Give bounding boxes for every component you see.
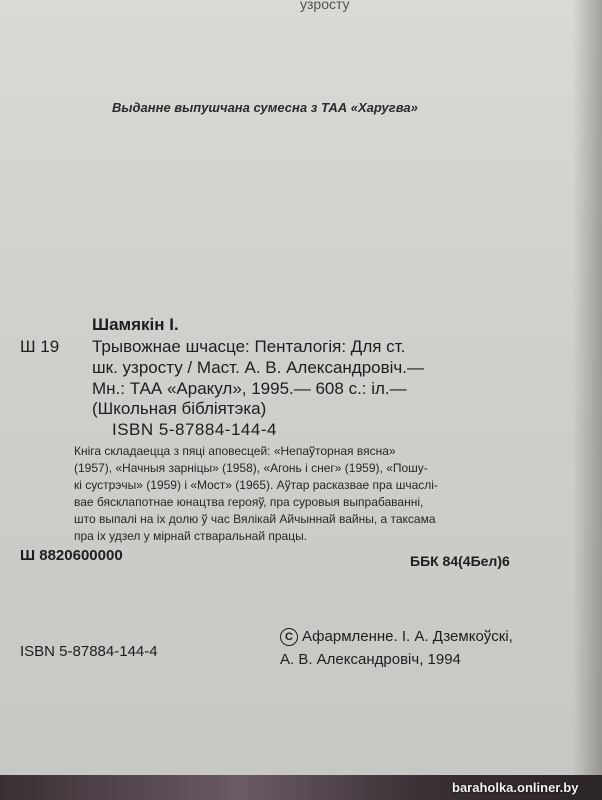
top-text-fragment: узросту — [300, 0, 350, 12]
catalog-author: Шамякін І. — [92, 315, 179, 334]
abstract-line: кі сустрэчы» (1959) і «Мост» (1965). Аўтар расказвае пра шчаслі- — [74, 478, 438, 492]
abstract-line: Кніга складаецца з пяці аповесцей: «Непаўторная вясна» — [74, 444, 396, 458]
abstract-line: што выпалі на іх долю ў час Вялікай Айчыннай вайны, а таксама — [74, 512, 436, 526]
design-credit-line-2: А. В. Александровіч, 1994 — [280, 651, 461, 668]
design-credit-text: Афармленне. І. А. Дземкоўскі, — [302, 628, 513, 645]
abstract-line: пра іх удзел у мірнай стваральнай працы. — [74, 529, 308, 543]
design-credit-line-1 — [280, 628, 513, 646]
catalog-line: Мн.: ТАА «Аракул», 1995.— 608 с.: іл.— — [92, 379, 407, 398]
sh-classification-code: Ш 8820600000 — [20, 547, 123, 564]
catalog-code: Ш 19 — [20, 337, 60, 356]
abstract-line: вае бясклапотнае юнацтва герояў, пра суровыя выпрабаванні, — [74, 495, 424, 509]
abstract-line: (1957), «Начныя зарніцы» (1958), «Агонь і снег» (1959), «Пошу- — [74, 461, 428, 475]
catalog-line: шк. узросту / Маст. А. В. Александровіч.— — [92, 358, 424, 377]
bbk-classification: ББК 84(4Бел)6 — [410, 553, 510, 569]
site-watermark: baraholka.onliner.by — [452, 780, 579, 795]
copyright-icon: C — [280, 628, 298, 646]
co-publication-note: Выданне выпушчана сумесна з ТАА «Харугва» — [112, 100, 418, 115]
catalog-isbn: ISBN 5-87884-144-4 — [112, 420, 277, 439]
catalog-line: (Школьная бібліятэка) — [92, 399, 267, 418]
page-edge-shadow — [572, 0, 602, 775]
footer-isbn: ISBN 5-87884-144-4 — [20, 643, 158, 660]
catalog-line: Трывожнае шчасце: Пенталогія: Для ст. — [92, 337, 406, 356]
bleed-through-ghost — [270, 54, 420, 80]
